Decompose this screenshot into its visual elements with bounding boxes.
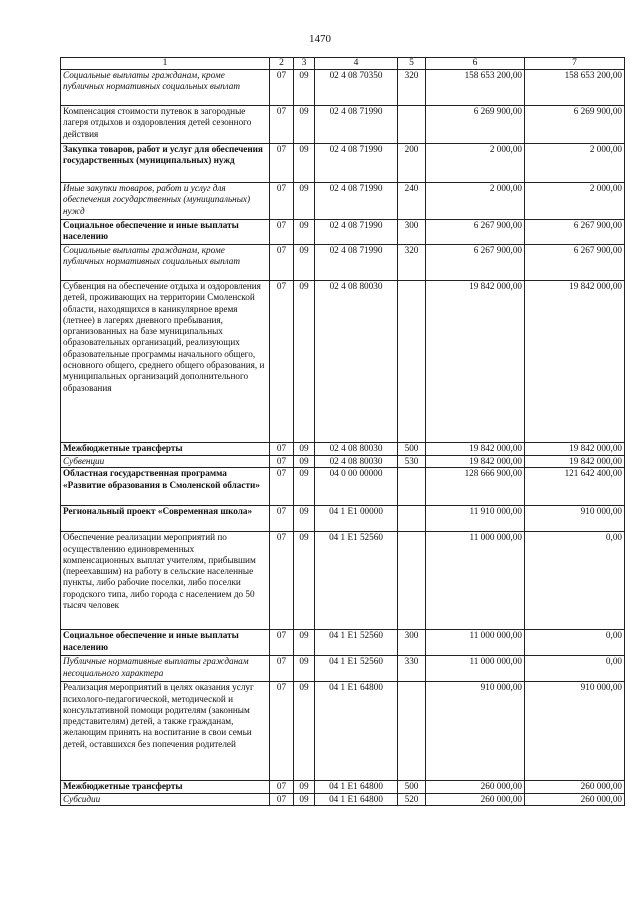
expense-type-cell: 520: [398, 793, 426, 805]
amount-year-2-cell: 910 000,00: [525, 682, 625, 781]
subsection-code-cell: 09: [294, 532, 315, 630]
table-row: [61, 506, 625, 532]
row-name-cell: Региональный проект «Современная школа»: [61, 506, 270, 532]
amount-year-1-cell: 11 000 000,00: [426, 532, 525, 630]
expense-type-cell: 500: [398, 781, 426, 793]
amount-year-1-cell: 2 000,00: [426, 144, 525, 183]
row-name-cell: Социальное обеспечение и иные выплаты населению: [61, 220, 270, 245]
table-row: [61, 532, 625, 630]
table-row: [61, 682, 625, 781]
subsection-code-cell: 09: [294, 468, 315, 506]
subsection-code-cell: 09: [294, 781, 315, 793]
table-row: [61, 281, 625, 443]
expense-type-cell: 240: [398, 183, 426, 220]
subsection-code-cell: 09: [294, 183, 315, 220]
expense-type-cell: 320: [398, 245, 426, 281]
target-article-cell: 02 4 08 71990: [315, 183, 398, 220]
section-code-cell: 07: [270, 468, 294, 506]
subsection-code-cell: 09: [294, 220, 315, 245]
expense-type-cell: 200: [398, 144, 426, 183]
expense-type-cell: [398, 532, 426, 630]
subsection-code-cell: 09: [294, 144, 315, 183]
target-article-cell: 04 1 E1 64800: [315, 793, 398, 805]
row-name-cell: Субсидии: [61, 793, 270, 805]
row-name-cell: Социальные выплаты гражданам, кроме публичных нормативных социальных выплат: [61, 70, 270, 106]
amount-year-1-cell: 6 267 900,00: [426, 245, 525, 281]
section-code-cell: 07: [270, 781, 294, 793]
target-article-cell: 02 4 08 80030: [315, 456, 398, 468]
row-name-cell: Субвенция на обеспечение отдыха и оздоровления детей, проживающих на территории Смоленской области, находящихся в каникулярное время (летнее) в лагерях дневного пребывания, организованных на базе муниципальных образовательных организаций, реализующих образовательные программы начального общего, основного общего, среднего общего образования, и муниципальных организаций дополнительного образования: [61, 281, 270, 443]
table-row: [61, 456, 625, 468]
target-article-cell: 04 1 E1 64800: [315, 682, 398, 781]
subsection-code-cell: 09: [294, 630, 315, 656]
section-code-cell: 07: [270, 793, 294, 805]
column-header: 2: [270, 58, 294, 70]
table-row: [61, 443, 625, 456]
amount-year-1-cell: 11 000 000,00: [426, 656, 525, 682]
section-code-cell: 07: [270, 245, 294, 281]
amount-year-1-cell: 19 842 000,00: [426, 443, 525, 456]
amount-year-1-cell: 6 269 900,00: [426, 106, 525, 144]
expense-type-cell: [398, 281, 426, 443]
column-header: 6: [426, 58, 525, 70]
amount-year-2-cell: 19 842 000,00: [525, 456, 625, 468]
subsection-code-cell: 09: [294, 506, 315, 532]
column-header: 1: [61, 58, 270, 70]
table-row: [61, 245, 625, 281]
section-code-cell: 07: [270, 183, 294, 220]
row-name-cell: Обеспечение реализации мероприятий по осуществлению единовременных компенсационных выплат учителям, прибывшим (переехавшим) на работу в сельские населенные пункты, либо рабочие поселки, либо поселки городского типа, либо города с населением до 50 тысяч человек: [61, 532, 270, 630]
target-article-cell: 04 1 E1 52560: [315, 656, 398, 682]
table-row: [61, 144, 625, 183]
amount-year-2-cell: 0,00: [525, 630, 625, 656]
amount-year-2-cell: 2 000,00: [525, 144, 625, 183]
expense-type-cell: [398, 106, 426, 144]
target-article-cell: 02 4 08 70350: [315, 70, 398, 106]
header-row: [61, 58, 625, 70]
expense-type-cell: [398, 682, 426, 781]
amount-year-2-cell: 0,00: [525, 656, 625, 682]
subsection-code-cell: 09: [294, 443, 315, 456]
expense-type-cell: [398, 506, 426, 532]
table-row: [61, 793, 625, 805]
section-code-cell: 07: [270, 281, 294, 443]
target-article-cell: 04 1 E1 00000: [315, 506, 398, 532]
target-article-cell: 04 1 E1 52560: [315, 630, 398, 656]
row-name-cell: Компенсация стоимости путевок в загородные лагеря отдыхов и оздоровления детей сезонного действия: [61, 106, 270, 144]
expense-type-cell: 300: [398, 630, 426, 656]
amount-year-1-cell: 260 000,00: [426, 793, 525, 805]
expense-type-cell: 330: [398, 656, 426, 682]
row-name-cell: Межбюджетные трансферты: [61, 781, 270, 793]
amount-year-2-cell: 6 269 900,00: [525, 106, 625, 144]
target-article-cell: 04 1 E1 52560: [315, 532, 398, 630]
table-row: [61, 630, 625, 656]
table-row: [61, 781, 625, 793]
section-code-cell: 07: [270, 220, 294, 245]
column-header: 3: [294, 58, 315, 70]
amount-year-1-cell: 19 842 000,00: [426, 281, 525, 443]
amount-year-2-cell: 121 642 400,00: [525, 468, 625, 506]
subsection-code-cell: 09: [294, 456, 315, 468]
amount-year-2-cell: 19 842 000,00: [525, 281, 625, 443]
section-code-cell: 07: [270, 656, 294, 682]
row-name-cell: Социальное обеспечение и иные выплаты населению: [61, 630, 270, 656]
amount-year-1-cell: 19 842 000,00: [426, 456, 525, 468]
subsection-code-cell: 09: [294, 656, 315, 682]
amount-year-2-cell: 2 000,00: [525, 183, 625, 220]
column-header: 4: [315, 58, 398, 70]
row-name-cell: Субвенции: [61, 456, 270, 468]
amount-year-2-cell: 0,00: [525, 532, 625, 630]
subsection-code-cell: 09: [294, 281, 315, 443]
section-code-cell: 07: [270, 456, 294, 468]
row-name-cell: Иные закупки товаров, работ и услуг для обеспечения государственных (муниципальных) нужд: [61, 183, 270, 220]
section-code-cell: 07: [270, 443, 294, 456]
amount-year-1-cell: 6 267 900,00: [426, 220, 525, 245]
amount-year-1-cell: 2 000,00: [426, 183, 525, 220]
table-row: [61, 183, 625, 220]
table-body: [61, 70, 625, 806]
amount-year-2-cell: 260 000,00: [525, 781, 625, 793]
table-row: [61, 220, 625, 245]
expense-type-cell: 300: [398, 220, 426, 245]
subsection-code-cell: 09: [294, 245, 315, 281]
target-article-cell: 02 4 08 71990: [315, 106, 398, 144]
row-name-cell: Закупка товаров, работ и услуг для обеспечения государственных (муниципальных) нужд: [61, 144, 270, 183]
target-article-cell: 02 4 08 80030: [315, 443, 398, 456]
expense-type-cell: 530: [398, 456, 426, 468]
amount-year-2-cell: 19 842 000,00: [525, 443, 625, 456]
section-code-cell: 07: [270, 506, 294, 532]
amount-year-1-cell: 910 000,00: [426, 682, 525, 781]
amount-year-1-cell: 128 666 900,00: [426, 468, 525, 506]
row-name-cell: Межбюджетные трансферты: [61, 443, 270, 456]
section-code-cell: 07: [270, 682, 294, 781]
target-article-cell: 02 4 08 71990: [315, 245, 398, 281]
expense-type-cell: [398, 468, 426, 506]
section-code-cell: 07: [270, 70, 294, 106]
subsection-code-cell: 09: [294, 793, 315, 805]
amount-year-2-cell: 910 000,00: [525, 506, 625, 532]
section-code-cell: 07: [270, 532, 294, 630]
expense-type-cell: 320: [398, 70, 426, 106]
table-row: [61, 656, 625, 682]
amount-year-2-cell: 260 000,00: [525, 793, 625, 805]
section-code-cell: 07: [270, 630, 294, 656]
target-article-cell: 02 4 08 71990: [315, 220, 398, 245]
row-name-cell: Публичные нормативные выплаты гражданам несоциального характера: [61, 656, 270, 682]
section-code-cell: 07: [270, 144, 294, 183]
table-row: [61, 106, 625, 144]
target-article-cell: 02 4 08 71990: [315, 144, 398, 183]
amount-year-2-cell: 6 267 900,00: [525, 245, 625, 281]
amount-year-1-cell: 11 910 000,00: [426, 506, 525, 532]
amount-year-1-cell: 11 000 000,00: [426, 630, 525, 656]
target-article-cell: 04 1 E1 64800: [315, 781, 398, 793]
budget-table: [60, 57, 625, 806]
amount-year-1-cell: 158 653 200,00: [426, 70, 525, 106]
amount-year-1-cell: 260 000,00: [426, 781, 525, 793]
subsection-code-cell: 09: [294, 106, 315, 144]
column-header: 5: [398, 58, 426, 70]
row-name-cell: Областная государственная программа «Развитие образования в Смоленской области»: [61, 468, 270, 506]
subsection-code-cell: 09: [294, 70, 315, 106]
amount-year-2-cell: 6 267 900,00: [525, 220, 625, 245]
row-name-cell: Реализация мероприятий в целях оказания услуг психолого-педагогической, методической и консультативной помощи родителям (законным представителям) детей, а также гражданам, желающим принять на воспитание в свои семьи детей, оставшихся без попечения родителей: [61, 682, 270, 781]
table-row: [61, 70, 625, 106]
column-header: 7: [525, 58, 625, 70]
table-row: [61, 468, 625, 506]
section-code-cell: 07: [270, 106, 294, 144]
target-article-cell: 04 0 00 00000: [315, 468, 398, 506]
amount-year-2-cell: 158 653 200,00: [525, 70, 625, 106]
target-article-cell: 02 4 08 80030: [315, 281, 398, 443]
expense-type-cell: 500: [398, 443, 426, 456]
subsection-code-cell: 09: [294, 682, 315, 781]
page-number: 1470: [309, 33, 331, 45]
row-name-cell: Социальные выплаты гражданам, кроме публичных нормативных социальных выплат: [61, 245, 270, 281]
